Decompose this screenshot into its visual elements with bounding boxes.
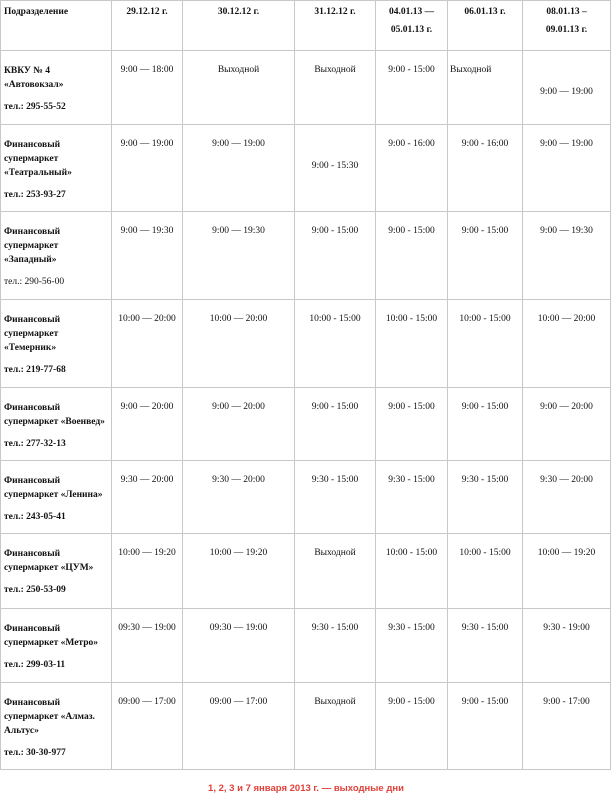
hours-cell: 10:00 - 15:00: [295, 300, 376, 388]
hours-cell: 9:00 — 19:30: [183, 212, 295, 300]
hours-cell: 9:00 - 15:00: [448, 212, 523, 300]
hours-cell: 9:00 — 20:00: [523, 388, 611, 461]
branch-name-line: супермаркет «ЦУМ»: [4, 563, 94, 573]
hours-cell: 09:00 — 17:00: [112, 683, 183, 770]
hours-cell: 10:00 - 15:00: [448, 534, 523, 609]
branch-name-line: супермаркет: [4, 329, 59, 339]
hours-cell: Выходной: [295, 51, 376, 125]
branch-cell: [1, 51, 112, 125]
branch-phone: тел.: 243-05-41: [4, 512, 66, 522]
branch-name-line: «Театральный»: [4, 168, 72, 178]
hours-cell: 10:00 — 20:00: [112, 300, 183, 388]
hours-cell: 10:00 - 15:00: [376, 534, 448, 609]
table-row: [1, 300, 611, 388]
table-row: [1, 125, 611, 212]
hours-cell: 9:00 - 15:00: [448, 388, 523, 461]
header-date-04-05-01: 04.01.13 — 05.01.13 г.: [376, 1, 448, 51]
branch-name-line: супермаркет: [4, 241, 59, 251]
hours-cell: 9:00 - 16:00: [448, 125, 523, 212]
branch-name-line: Финансовый: [4, 549, 61, 559]
branch-name-line: «Автовокзал»: [4, 80, 64, 90]
hours-cell: 9:00 - 16:00: [376, 125, 448, 212]
hours-cell: Выходной: [295, 534, 376, 609]
branch-phone: тел.: 30-30-977: [4, 748, 66, 758]
hours-cell: 09:30 — 19:00: [112, 609, 183, 683]
branch-cell: [1, 534, 112, 609]
hours-cell: Выходной: [183, 51, 295, 125]
branch-name-line: супермаркет «Алмаз.: [4, 712, 95, 722]
branch-name-line: Финансовый: [4, 624, 61, 634]
hours-cell: 9:00 — 20:00: [183, 388, 295, 461]
hours-cell: 9:30 — 20:00: [523, 461, 611, 534]
hours-cell: 10:00 — 20:00: [523, 300, 611, 388]
branch-name-line: «Темерник»: [4, 343, 57, 353]
table-row: [1, 212, 611, 300]
hours-cell: 9:00 - 15:00: [376, 683, 448, 770]
hours-cell: 9:30 - 15:00: [376, 609, 448, 683]
header-date-06-01: 06.01.13 г.: [448, 1, 523, 51]
table-row: [1, 683, 611, 770]
hours-cell: 9:30 — 20:00: [112, 461, 183, 534]
hours-cell: 9:00 - 15:00: [376, 388, 448, 461]
hours-cell: Выходной: [295, 683, 376, 770]
hours-cell: 10:00 — 19:20: [523, 534, 611, 609]
hours-cell: 10:00 — 19:20: [112, 534, 183, 609]
header-date-08-09-01: 08.01.13 – 09.01.13 г.: [523, 1, 611, 51]
branch-phone: тел.: 219-77-68: [4, 365, 66, 375]
table-row: [1, 51, 611, 125]
table-row: [1, 388, 611, 461]
hours-cell: 9:00 - 15:00: [295, 388, 376, 461]
hours-cell: 9:00 - 15:30: [295, 125, 376, 212]
hours-cell: 9:30 - 15:00: [376, 461, 448, 534]
hours-cell: 9:00 - 15:00: [295, 212, 376, 300]
branch-cell: [1, 212, 112, 300]
hours-cell: 09:00 — 17:00: [183, 683, 295, 770]
hours-cell: 9:30 - 15:00: [295, 461, 376, 534]
table-row: [1, 609, 611, 683]
header-division: Подразделение: [1, 1, 112, 51]
hours-cell: 09:30 — 19:00: [183, 609, 295, 683]
header-date-30-12: 30.12.12 г.: [183, 1, 295, 51]
branch-name-line: Финансовый: [4, 403, 61, 413]
hours-cell: 9:30 - 15:00: [448, 461, 523, 534]
branch-phone: тел.: 295-55-52: [4, 102, 66, 112]
branch-name-line: супермаркет: [4, 154, 59, 164]
hours-cell: 9:30 - 15:00: [448, 609, 523, 683]
table-row: [1, 534, 611, 609]
branch-cell: [1, 683, 112, 770]
branch-phone: тел.: 290-56-00: [4, 277, 65, 287]
branch-name-line: Финансовый: [4, 476, 61, 486]
branch-phone: тел.: 299-03-11: [4, 660, 66, 670]
hours-cell: 9:00 - 15:00: [376, 51, 448, 125]
hours-cell: 10:00 — 19:20: [183, 534, 295, 609]
branch-name-line: Альтус»: [4, 726, 39, 736]
hours-cell: 9:00 — 19:00: [183, 125, 295, 212]
branch-name-line: супермаркет «Ленина»: [4, 490, 103, 500]
hours-cell: 9:00 - 17:00: [523, 683, 611, 770]
branch-cell: [1, 125, 112, 212]
branch-name-line: супермаркет «Военвед»: [4, 417, 105, 427]
branch-phone: тел.: 253-93-27: [4, 190, 66, 200]
hours-cell: 9:00 — 19:30: [523, 212, 611, 300]
hours-cell: 9:30 — 20:00: [183, 461, 295, 534]
hours-cell: 9:00 — 20:00: [112, 388, 183, 461]
branch-name-line: Финансовый: [4, 698, 61, 708]
hours-cell: Выходной: [448, 51, 523, 125]
holidays-note: 1, 2, 3 и 7 января 2013 г. — выходные дни: [208, 783, 404, 794]
branch-phone: тел.: 250-53-09: [4, 585, 66, 595]
branch-name-line: «Западный»: [4, 255, 57, 265]
header-date-29-12: 29.12.12 г.: [112, 1, 183, 51]
hours-cell: 9:30 - 19:00: [523, 609, 611, 683]
hours-cell: 9:30 - 15:00: [295, 609, 376, 683]
branch-cell: [1, 300, 112, 388]
hours-cell: 9:00 — 19:00: [112, 125, 183, 212]
hours-cell: 9:00 — 19:00: [523, 51, 611, 125]
branch-name-line: супермаркет «Метро»: [4, 638, 98, 648]
hours-cell: 10:00 - 15:00: [448, 300, 523, 388]
hours-cell: 9:00 — 19:30: [112, 212, 183, 300]
hours-cell: 9:00 - 15:00: [448, 683, 523, 770]
branch-name-line: Финансовый: [4, 227, 61, 237]
branch-phone: тел.: 277-32-13: [4, 439, 66, 449]
hours-cell: 9:00 — 19:00: [523, 125, 611, 212]
table-row: [1, 461, 611, 534]
branch-name-line: Финансовый: [4, 140, 61, 150]
branch-name-line: КВКУ № 4: [4, 66, 50, 76]
branch-cell: [1, 388, 112, 461]
header-date-31-12: 31.12.12 г.: [295, 1, 376, 51]
branch-cell: [1, 609, 112, 683]
header-row: [1, 1, 611, 51]
hours-cell: 9:00 - 15:00: [376, 212, 448, 300]
hours-cell: 9:00 — 18:00: [112, 51, 183, 125]
hours-cell: 10:00 - 15:00: [376, 300, 448, 388]
hours-cell: 10:00 — 20:00: [183, 300, 295, 388]
branch-name-line: Финансовый: [4, 315, 61, 325]
branch-cell: [1, 461, 112, 534]
